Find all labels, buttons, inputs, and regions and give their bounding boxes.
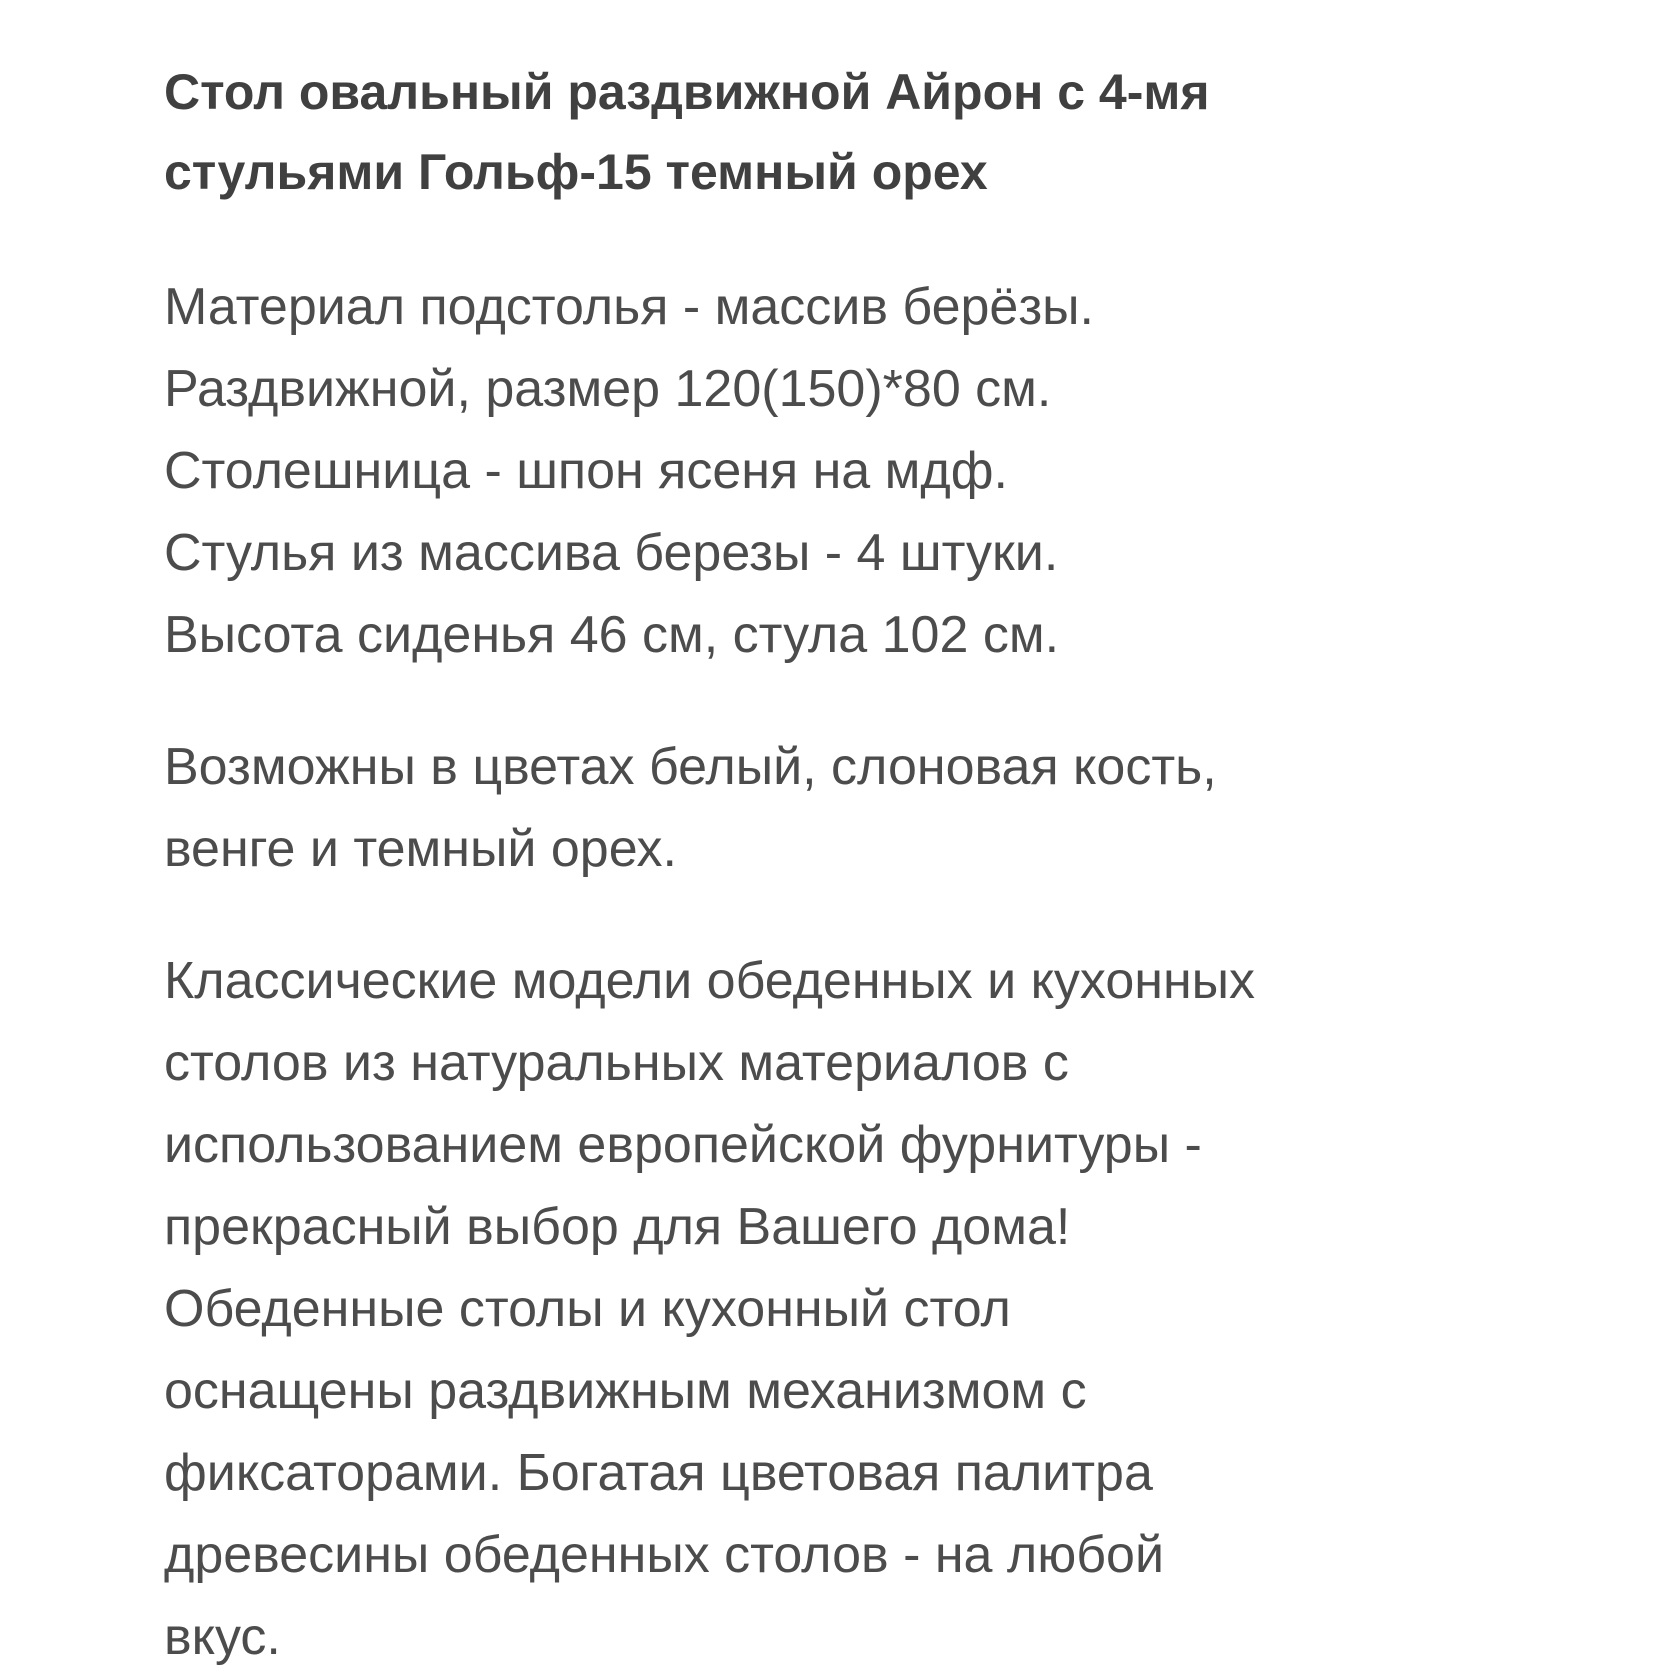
spec-line-size: Раздвижной, размер 120(150)*80 см. (164, 360, 1052, 418)
spec-line-base-material: Материал подстолья - массив берёзы. (164, 278, 1095, 336)
description-line: вкус. (164, 1608, 281, 1666)
colors-line: венге и темный орех. (164, 820, 677, 878)
spec-line-chairs: Стулья из массива березы - 4 штуки. (164, 524, 1059, 582)
product-title-line: стульями Гольф-15 темный орех (164, 144, 988, 200)
description-line: использованием европейской фурнитуры - (164, 1116, 1202, 1174)
colors-line: Возможны в цветах белый, слоновая кость, (164, 738, 1217, 796)
description-line: Обеденные столы и кухонный стол (164, 1280, 1011, 1338)
description-line: оснащены раздвижным механизмом с (164, 1362, 1087, 1420)
specs-paragraph (164, 266, 1520, 676)
description-paragraph (164, 940, 1520, 1678)
spec-line-heights: Высота сиденья 46 см, стула 102 см. (164, 606, 1060, 664)
colors-paragraph (164, 726, 1520, 890)
description-line: фиксаторами. Богатая цветовая палитра (164, 1444, 1153, 1502)
description-line: прекрасный выбор для Вашего дома! (164, 1198, 1071, 1256)
product-title (164, 52, 1520, 212)
description-line: Классические модели обеденных и кухонных (164, 952, 1256, 1010)
description-line: древесины обеденных столов - на любой (164, 1526, 1165, 1584)
spec-line-tabletop: Столешница - шпон ясеня на мдф. (164, 442, 1008, 500)
description-line: столов из натуральных материалов с (164, 1034, 1069, 1092)
product-title-line: Стол овальный раздвижной Айрон с 4-мя (164, 64, 1210, 120)
